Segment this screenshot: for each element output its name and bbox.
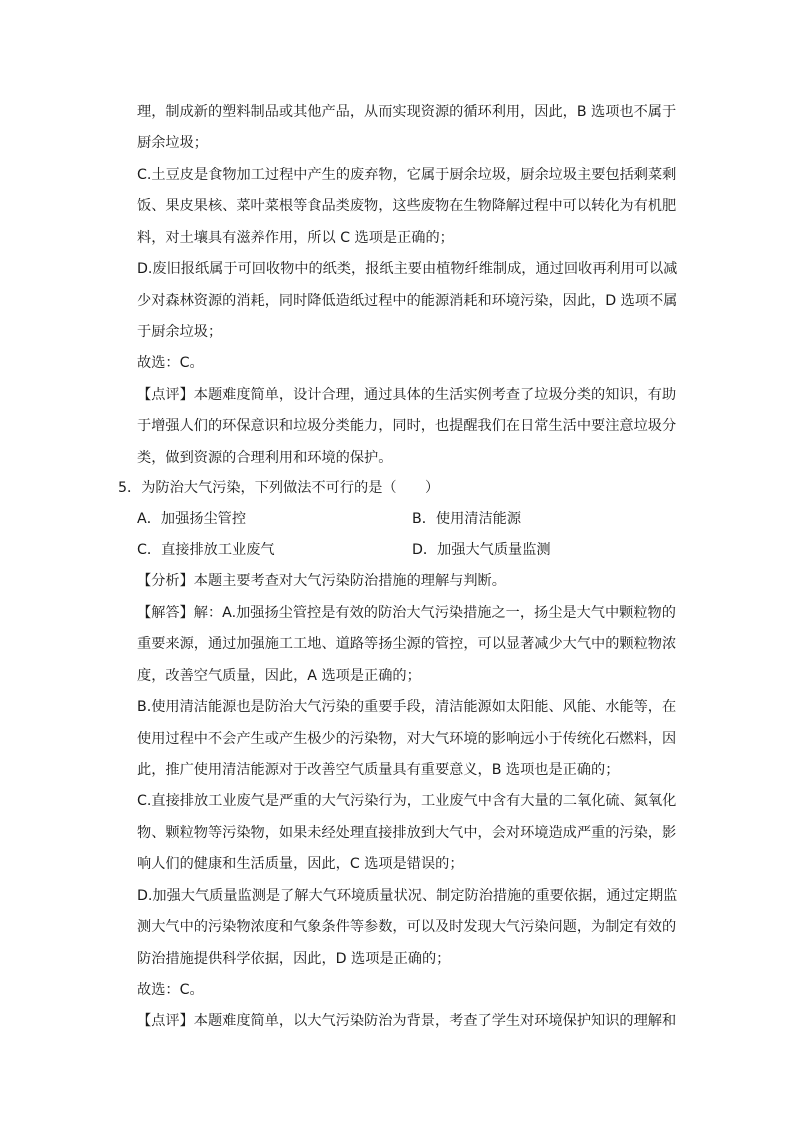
paragraph-line: 料，对土壤具有滋养作用，所以 C 选项是正确的； bbox=[137, 230, 454, 246]
solution-line: D.加强大气质量监测是了解大气环境质量状况、制定防治措施的重要依据，通过定期监 bbox=[137, 888, 678, 904]
answer-line: 故选：C。 bbox=[137, 982, 204, 998]
option-c: C．直接排放工业废气 bbox=[137, 542, 275, 558]
solution-line: C.直接排放工业废气是严重的大气污染行为，工业废气中含有大量的二氧化硫、氮氧化 bbox=[137, 793, 677, 809]
solution-line: 【解答】解：A.加强扬尘管控是有效的防治大气污染措施之一，扬尘是大气中颗粒物的 bbox=[137, 605, 676, 621]
question-stem: 5．为防治大气污染，下列做法不可行的是（ ） bbox=[118, 480, 440, 496]
comment-line: 类，做到资源的合理利用和环境的保护。 bbox=[137, 450, 393, 466]
paragraph-line: 于厨余垃圾； bbox=[137, 324, 223, 340]
analysis-line: 【分析】本题主要考查对大气污染防治措施的理解与判断。 bbox=[137, 573, 506, 589]
solution-line: 响人们的健康和生活质量，因此，C 选项是错误的； bbox=[137, 856, 464, 872]
solution-line: 使用过程中不会产生或产生极少的污染物，对大气环境的影响远小于传统化石燃料，因 bbox=[137, 731, 677, 747]
solution-line: 度，改善空气质量，因此，A 选项是正确的； bbox=[137, 668, 421, 684]
paragraph-line: C.土豆皮是食物加工过程中产生的废弃物，它属于厨余垃圾，厨余垃圾主要包括剩菜剩 bbox=[137, 167, 677, 183]
option-b: B．使用清洁能源 bbox=[412, 511, 522, 527]
solution-line: 防治措施提供科学依据，因此，D 选项是正确的； bbox=[137, 951, 451, 967]
solution-line: 物、颗粒物等污染物，如果未经处理直接排放到大气中，会对环境造成严重的污染，影 bbox=[137, 825, 677, 841]
paragraph-line: 饭、果皮果核、菜叶菜根等食品类废物，这些废物在生物降解过程中可以转化为有机肥 bbox=[137, 198, 677, 214]
solution-line: B.使用清洁能源也是防治大气污染的重要手段，清洁能源如太阳能、风能、水能等，在 bbox=[137, 699, 677, 715]
paragraph-line: 厨余垃圾； bbox=[137, 135, 208, 151]
option-a: A．加强扬尘管控 bbox=[137, 511, 247, 527]
comment-line: 【点评】本题难度简单，设计合理，通过具体的生活实例考查了垃圾分类的知识，有助 bbox=[137, 387, 677, 403]
paragraph-line: 少对森林资源的消耗，同时降低造纸过程中的能源消耗和环境污染，因此，D 选项不属 bbox=[137, 293, 678, 309]
option-d: D．加强大气质量监测 bbox=[412, 542, 551, 558]
solution-line: 此，推广使用清洁能源对于改善空气质量具有重要意义，B 选项也是正确的； bbox=[137, 762, 620, 778]
comment-line: 于增强人们的环保意识和垃圾分类能力，同时，也提醒我们在日常生活中要注意垃圾分 bbox=[137, 418, 677, 434]
paragraph-line: 理，制成新的塑料制品或其他产品，从而实现资源的循环利用，因此，B 选项也不属于 bbox=[137, 104, 677, 120]
comment-line: 【点评】本题难度简单，以大气污染防治为背景，考查了学生对环境保护知识的理解和 bbox=[137, 1013, 677, 1029]
paragraph-line: D.废旧报纸属于可回收物中的纸类，报纸主要由植物纤维制成，通过回收再利用可以减 bbox=[137, 261, 678, 277]
answer-line: 故选：C。 bbox=[137, 355, 204, 371]
solution-line: 测大气中的污染物浓度和气象条件等参数，可以及时发现大气污染问题，为制定有效的 bbox=[137, 919, 677, 935]
solution-line: 重要来源，通过加强施工工地、道路等扬尘源的管控，可以显著减少大气中的颗粒物浓 bbox=[137, 636, 677, 652]
